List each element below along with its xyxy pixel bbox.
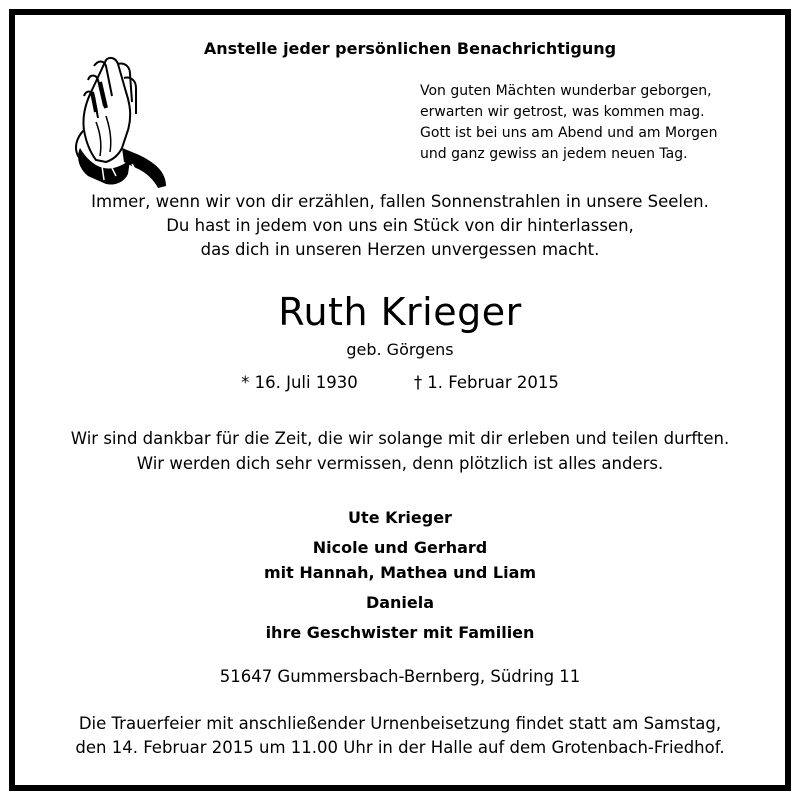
funeral-line: den 14. Februar 2015 um 11.00 Uhr in der Halle auf dem Grotenbach-Friedhof.: [75, 738, 725, 757]
mourner: ihre Geschwister mit Familien: [265, 623, 535, 642]
mourner: Daniela: [365, 593, 435, 612]
quote-block: [0, 190, 800, 262]
notice-header: Anstelle jeder persönlichen Benachrichtigung: [203, 39, 617, 58]
thanks-line: Wir sind dankbar für die Zeit, die wir solange mit dir erleben und teilen durften.: [70, 429, 730, 448]
birth-name: geb. Görgens: [346, 340, 454, 359]
mourners-list: [0, 505, 800, 645]
poem-line: erwarten wir getrost, was kommen mag.: [420, 104, 705, 120]
funeral-line: Die Trauerfeier mit anschließender Urnenbeisetzung findet statt am Samstag,: [78, 714, 722, 733]
death-date: † 1. Februar 2015: [413, 373, 559, 392]
thanks-block: [0, 426, 800, 476]
life-dates: [0, 373, 800, 392]
poem-line: und ganz gewiss an jedem neuen Tag.: [420, 146, 688, 162]
mourner: Nicole und Gerhard: [312, 538, 488, 557]
quote-line: Du hast in jedem von uns ein Stück von dir hinterlassen,: [166, 216, 634, 235]
mourner: Ute Krieger: [348, 508, 452, 527]
praying-hands-icon: [66, 52, 176, 192]
address: 51647 Gummersbach-Bernberg, Südring 11: [219, 667, 581, 686]
poem-line: Gott ist bei uns am Abend und am Morgen: [420, 125, 718, 141]
quote-line: das dich in unseren Herzen unvergessen macht.: [200, 240, 600, 259]
poem-block: [420, 81, 718, 165]
quote-line: Immer, wenn wir von dir erzählen, fallen Sonnenstrahlen in unsere Seelen.: [91, 192, 709, 211]
thanks-line: Wir werden dich sehr vermissen, denn plötzlich ist alles anders.: [136, 454, 664, 473]
birth-date: * 16. Juli 1930: [241, 373, 358, 392]
poem-line: Von guten Mächten wunderbar geborgen,: [420, 83, 712, 99]
mourner: mit Hannah, Mathea und Liam: [263, 563, 537, 582]
deceased-name: Ruth Krieger: [278, 290, 522, 334]
funeral-info: [0, 712, 800, 760]
